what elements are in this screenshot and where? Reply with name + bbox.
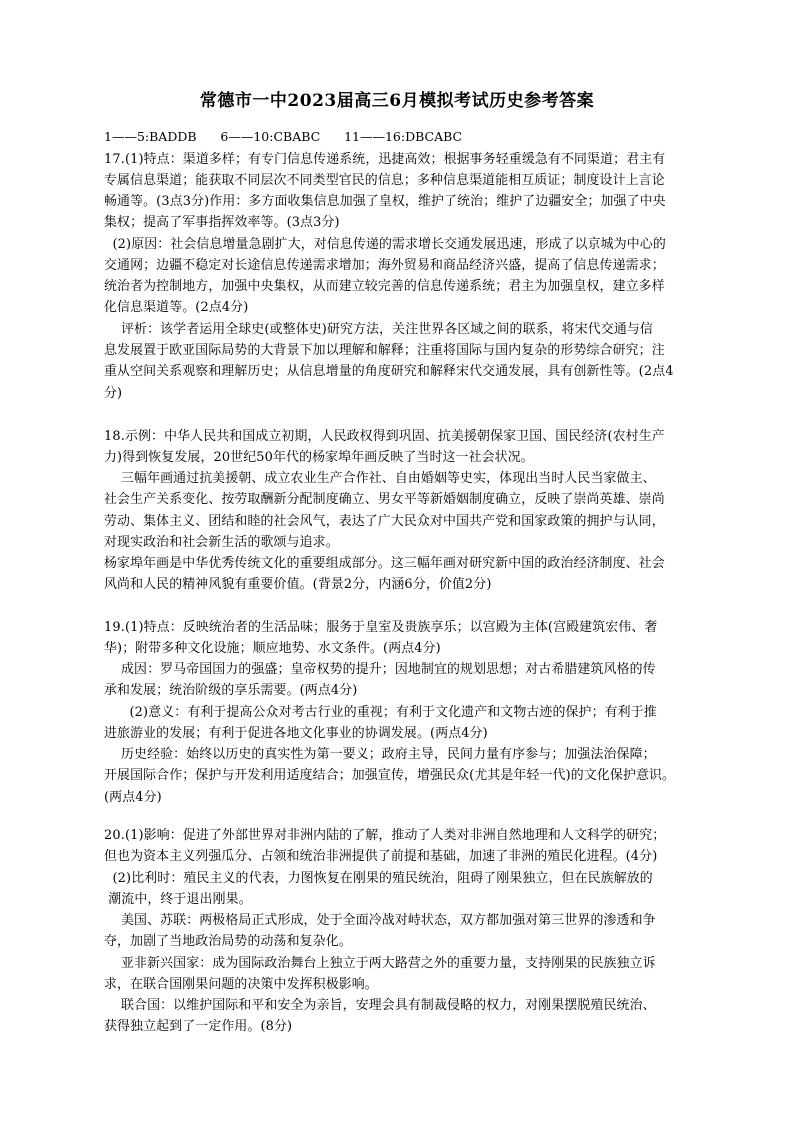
q19-line-8: 开展国际合作；保护与开发利用适度结合；加强宣传，增强民众(尤其是年轻一代)的文化保护意识。 bbox=[104, 768, 676, 783]
q17-line-11: 重从空间关系观察和理解历史；从信息增量的角度研究和解释宋代交通发展，具有创新性等。(2点4 bbox=[104, 364, 674, 379]
q20-line-3: (2)比利时：殖民主义的代表，力图恢复在刚果的殖民统治，阻碍了刚果独立，但在民族解放的 bbox=[104, 871, 653, 886]
q17-line-9: 评析：该学者运用全球史(或整体史)研究方法，关注世界各区域之间的联系，将宋代交通与信 bbox=[104, 322, 653, 337]
document-title: 常德市一中2023届高三6月模拟考试历史参考答案 bbox=[199, 91, 595, 111]
q19-line-7: 历史经验：始终以历史的真实性为第一要义；政府主导，民间力量有序参与；加强法治保障； bbox=[104, 747, 656, 762]
q17-line-12: 分) bbox=[104, 386, 123, 401]
q18-line-2: 力)得到恢复发展，20世纪50年代的杨家埠年画反映了当时这一社会状况。 bbox=[104, 450, 534, 465]
q19-line-9: (两点4分) bbox=[104, 790, 162, 805]
multiple-choice-answers: 1——5:BADDB 6——10:CBABC 11——16:DBCABC bbox=[104, 129, 463, 144]
q17-line-6: 交通网；边疆不稳定对长途信息传递需求增加；海外贸易和商品经济兴盛，提高了信息传递需求； bbox=[104, 258, 665, 273]
q20-line-9: 联合国：以维护国际和平和安全为亲旨，安理会具有制裁侵略的权力，对刚果摆脱殖民统治、 bbox=[104, 998, 656, 1013]
q17-line-10: 息发展置于欧亚国际局势的大背景下加以理解和解释；注重将国际与国内复杂的形势综合研究；注 bbox=[104, 343, 665, 358]
q19-line-6: 进旅游业的发展；有利于促进各地文化事业的协调发展。(两点4分) bbox=[104, 726, 488, 741]
q18-line-3: 三幅年画通过抗美援朝、成立农业生产合作社、自由婚姻等史实，体现出当时人民当家做主、 bbox=[104, 471, 656, 486]
q18-line-7: 杨家埠年画是中华优秀传统文化的重要组成部分。这三幅年画对研究新中国的政治经济制度、社会 bbox=[104, 556, 665, 571]
q20-line-8: 求，在联合国刚果问题的决策中发挥积极影响。 bbox=[104, 977, 378, 992]
q20-line-2: 但也为资本主义列强瓜分、占领和统治非洲提供了前提和基础，加速了非洲的殖民化进程。(4分) bbox=[104, 849, 658, 864]
q20-line-1: 20.(1)影响：促进了外部世界对非洲内陆的了解，推动了人类对非洲自然地理和人文科学的研究； bbox=[104, 828, 666, 843]
q17-line-2: 专属信息渠道；能获取不同层次不同类型官民的信息；多种信息渠道能相互质证；制度设计上言论 bbox=[104, 173, 665, 188]
q20-line-4: 潮流中，终于退出刚果。 bbox=[104, 892, 252, 907]
q17-line-8: 化信息渠道等。(2点4分) bbox=[104, 300, 249, 315]
q18-line-5: 劳动、集体主义、团结和睦的社会风气，表达了广大民众对中国共产党和国家政策的拥护与认同， bbox=[104, 514, 665, 529]
q18-line-1: 18.示例：中华人民共和国成立初期，人民政权得到巩固、抗美援朝保家卫国、国民经济(农村生产 bbox=[104, 429, 665, 444]
q19-line-4: 承和发展；统治阶级的享乐需要。(两点4分) bbox=[104, 683, 358, 698]
q17-line-7: 统治者为控制地方，加强中央集权，从而建立较完善的信息传递系统；君主为加强皇权，建立多样 bbox=[104, 279, 665, 294]
q20-line-7: 亚非新兴国家：成为国际政治舞台上独立于两大路营之外的重要力量，支持刚果的民族独立诉 bbox=[104, 956, 656, 971]
q17-line-4: 集权；提高了军事指挥效率等。(3点3分) bbox=[104, 215, 340, 230]
q17-line-5: (2)原因：社会信息增量急剧扩大，对信息传递的需求增长交通发展迅速，形成了以京城为中心的 bbox=[104, 237, 666, 252]
q19-line-5: (2)意义：有利于提高公众对考古行业的重视；有利于文化遗产和文物古迹的保护；有利于推 bbox=[104, 705, 657, 720]
q19-line-3: 成因：罗马帝国国力的强盛；皇帝权势的提升；因地制宜的规划思想；对古希腊建筑风格的传 bbox=[104, 662, 656, 677]
q20-line-5: 美国、苏联：两极格局正式形成，处于全面冷战对峙状态，双方都加强对第三世界的渗透和争 bbox=[104, 913, 656, 928]
q19-line-2: 华)；附带多种文化设施；顺应地势、水文条件。(两点4分) bbox=[104, 641, 441, 656]
q19-line-1: 19.(1)特点：反映统治者的生活品味；服务于皇室及贵族享乐；以宫殿为主体(宫殿建筑宏伟、奢 bbox=[104, 620, 658, 635]
q18-line-4: 社会生产关系变化、按劳取酬新分配制度确立、男女平等新婚姻制度确立，反映了崇尚英雄、崇尚 bbox=[104, 492, 665, 507]
q20-line-6: 夺，加剧了当地政治局势的动荡和复杂化。 bbox=[104, 934, 352, 949]
q18-line-6: 对现实政治和社会新生活的歌颂与追求。 bbox=[104, 535, 339, 550]
q20-line-10: 获得独立起到了一定作用。(8分) bbox=[104, 1019, 293, 1034]
q18-line-8: 风尚和人民的精神风貌有重要价值。(背景2分，内涵6分，价值2分) bbox=[104, 577, 492, 592]
q17-line-1: 17.(1)特点：渠道多样；有专门信息传递系统，迅捷高效；根据事务轻重缓急有不同渠道；君主有 bbox=[104, 152, 666, 167]
q17-line-3: 畅通等。(3点3分)作用：多方面收集信息加强了皇权，维护了统治；维护了边疆安全；加强了中央 bbox=[104, 194, 666, 209]
